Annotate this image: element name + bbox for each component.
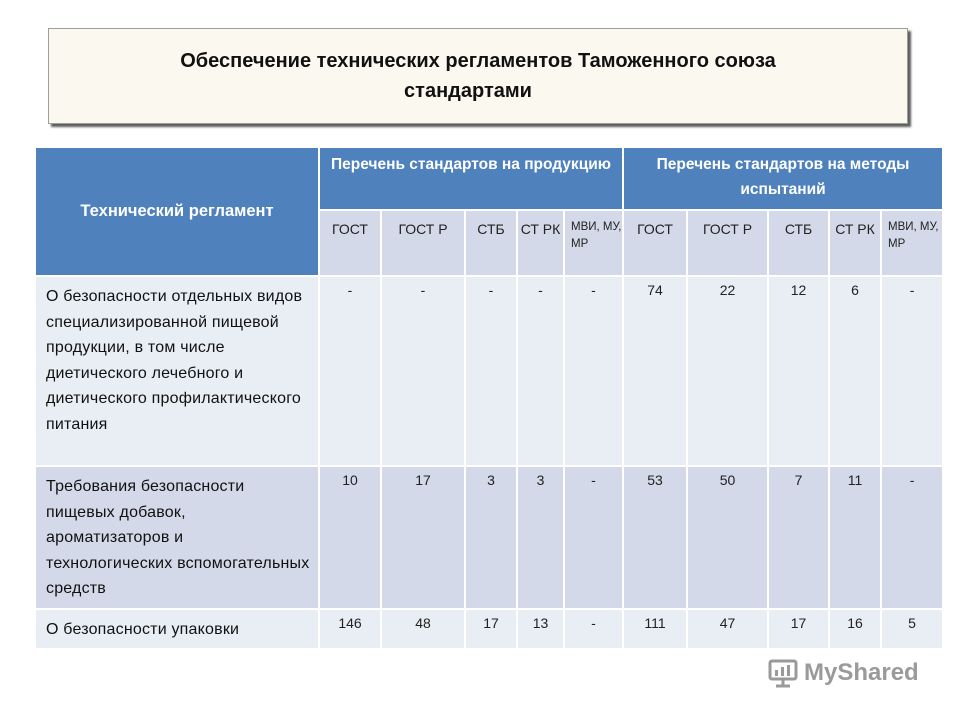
standards-table <box>34 146 944 650</box>
subheader-stb: СТБ <box>768 210 829 276</box>
table-cell: 6 <box>829 276 881 466</box>
table-cell: - <box>881 276 943 466</box>
table-cell: 17 <box>381 466 465 609</box>
presentation-icon <box>768 658 798 688</box>
table-cell: 7 <box>768 466 829 609</box>
table-cell: 17 <box>768 609 829 650</box>
table-row <box>35 276 943 466</box>
table-cell: - <box>319 276 381 466</box>
table-cell: - <box>564 609 623 650</box>
table-row <box>35 466 943 609</box>
watermark-logo <box>768 656 919 690</box>
title-box <box>48 28 908 124</box>
table-cell: - <box>564 276 623 466</box>
table-cell: 17 <box>465 609 517 650</box>
subheader-gost: ГОСТ <box>623 210 687 276</box>
table-cell: 5 <box>881 609 943 650</box>
subheader-mvi: МВИ, МУ, МР <box>564 210 623 276</box>
table-cell: 53 <box>623 466 687 609</box>
table-cell: - <box>881 466 943 609</box>
watermark-text: MyShared <box>804 659 919 686</box>
header-methods: Перечень стандартов на методы испытаний <box>623 147 943 210</box>
table-cell: 3 <box>517 466 564 609</box>
table-cell: 10 <box>319 466 381 609</box>
table-cell: 3 <box>465 466 517 609</box>
table-cell: - <box>381 276 465 466</box>
subheader-st-rk: СТ РК <box>517 210 564 276</box>
table-cell: 111 <box>623 609 687 650</box>
title-line-1: Обеспечение технических регламентов Таможенного союза <box>180 50 776 72</box>
table-cell: 47 <box>687 609 768 650</box>
subheader-st-rk: СТ РК <box>829 210 881 276</box>
table-cell: 74 <box>623 276 687 466</box>
subheader-gost-r: ГОСТ Р <box>381 210 465 276</box>
table-cell: - <box>517 276 564 466</box>
table-cell: 146 <box>319 609 381 650</box>
regulation-name: О безопасности отдельных видов специализированной пищевой продукции, в том числе диетического лечебного и диетического профилактического питания <box>35 276 319 466</box>
header-products: Перечень стандартов на продукцию <box>319 147 623 210</box>
table-cell: 22 <box>687 276 768 466</box>
table-row <box>35 609 943 650</box>
table-cell: 11 <box>829 466 881 609</box>
regulation-name: Требования безопасности пищевых добавок, ароматизаторов и технологических вспомогательных средств <box>35 466 319 609</box>
subheader-gost: ГОСТ <box>319 210 381 276</box>
subheader-gost-r: ГОСТ Р <box>687 210 768 276</box>
table-cell: - <box>564 466 623 609</box>
table-cell: - <box>465 276 517 466</box>
title-line-2: стандартами <box>404 80 532 102</box>
header-regulation: Технический регламент <box>35 147 319 276</box>
header-row-top <box>35 147 943 210</box>
table-cell: 12 <box>768 276 829 466</box>
subheader-stb: СТБ <box>465 210 517 276</box>
subheader-mvi: МВИ, МУ, МР <box>881 210 943 276</box>
regulation-name: О безопасности упаковки <box>35 609 319 650</box>
table-cell: 16 <box>829 609 881 650</box>
table-cell: 48 <box>381 609 465 650</box>
table-cell: 50 <box>687 466 768 609</box>
table-cell: 13 <box>517 609 564 650</box>
